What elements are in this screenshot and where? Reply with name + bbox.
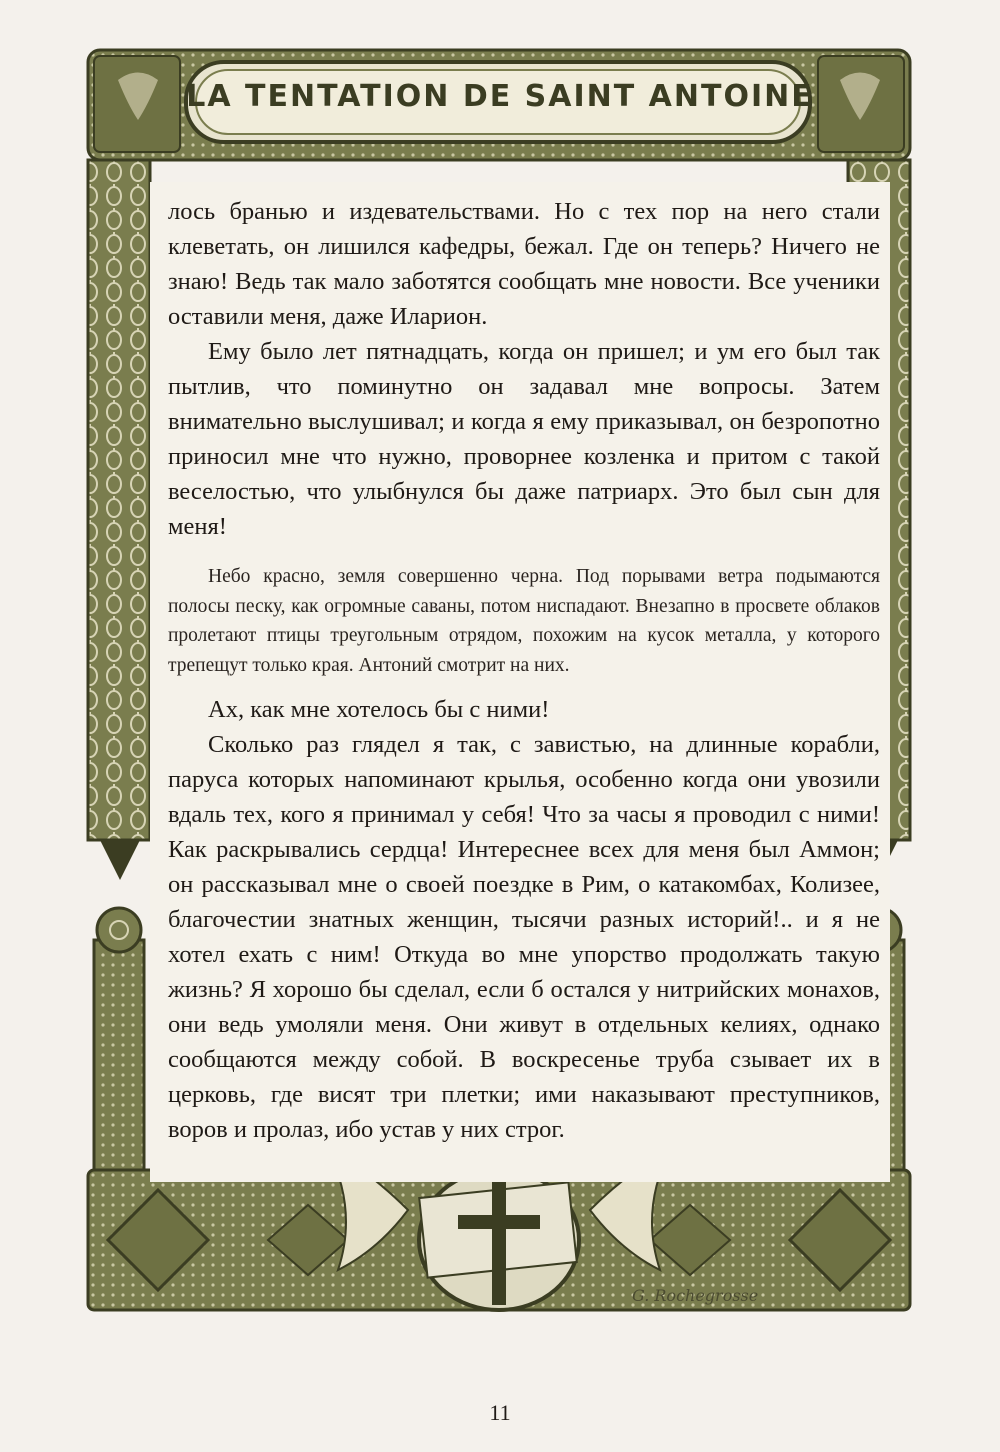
paragraph: Сколько раз глядел я так, с завистью, на длинные корабли, паруса которых напоминают крылья, особенно когда они увозили вдаль тех, кого я принимал у себя! Что за часы я проводил с ними! Как раскрывались сердца! Интереснее всех для меня был Аммон; он рассказывал мне о своей поездке в Рим, о катакомбах, Колизее, благочестии знатных женщин, тысячи разных историй!.. и я не хотел ехать с ним! Откуда во мне упорство продолжать такую жизнь? Я хорошо бы сделал, если б остался у нитрийских монахов, они ведь умоляли меня. Они живут в отдельных келиях, однако сообщаются между собой. В воскресенье труба сзывает их в церковь, где висят три плетки; ими наказывают преступников, воров и пролаз, ибо устав у них строг. — [168, 731, 880, 1143]
artist-signature: G. Rochegrosse — [632, 1286, 759, 1305]
text-content — [168, 194, 880, 1147]
page-number: 11 — [489, 1400, 511, 1425]
header-title: LA TENTATION DE SAINT ANTOINE — [186, 78, 814, 114]
paragraph: лось бранью и издевательствами. Но с тех пор на него стали клеветать, он лишился кафедры, бежал. Где он теперь? Ничего не знаю! Ведь так мало заботятся сообщать мне новости. Все ученики оставили меня, даже Иларион. — [168, 198, 880, 330]
paragraph: Ему было лет пятнадцать, когда он пришел; и ум его был так пытлив, что поминутно он задавал мне вопросы. Затем внимательно выслушивал; и когда я ему приказывал, он безропотно приносил мне что нужно, проворнее козленка и притом с такой веселостью, что улыбнулся бы даже патриарх. Это был сын для меня! — [168, 338, 880, 540]
stage-direction: Небо красно, земля совершенно черна. Под порывами ветра подымаются полосы песку, как огромные саваны, потом ниспадают. Внезапно в просвете облаков пролетают птицы треугольным отрядом, похожим на кусок металла, у которого трепещут только края. Антоний смотрит на них. — [168, 566, 880, 676]
paragraph: Ах, как мне хотелось бы с ними! — [208, 696, 550, 723]
